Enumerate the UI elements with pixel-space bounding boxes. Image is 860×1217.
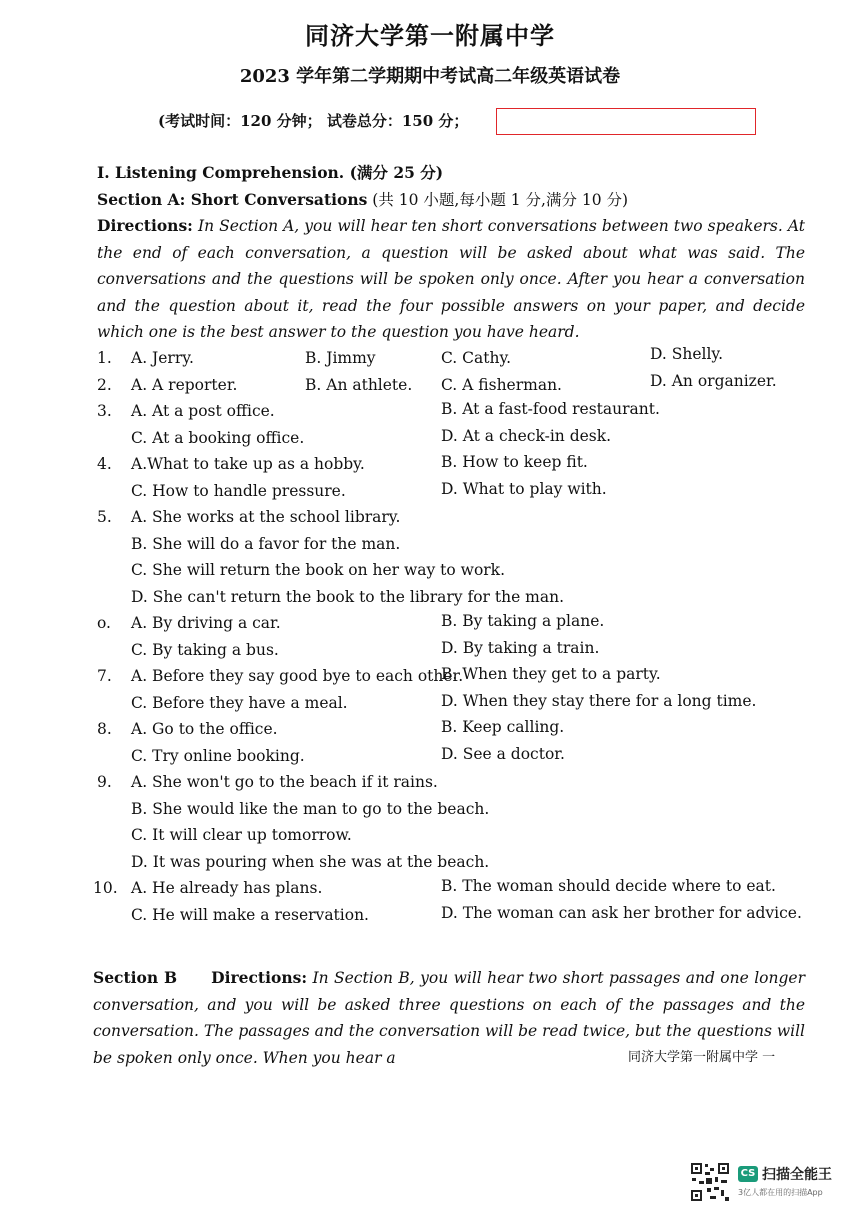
exam-info: (考试时间：120 分钟； 试卷总分：150 分；: [158, 112, 469, 130]
option-a: A. Before they say good bye to each other.: [131, 667, 464, 685]
option-a: A. Go to the office.: [131, 720, 278, 738]
sectionB-directions-label: Directions:: [211, 968, 308, 987]
question-number: 3.: [97, 402, 112, 420]
scanner-tagline: 3亿人都在用的扫描App: [738, 1188, 823, 1197]
option-d: D. By taking a train.: [441, 638, 600, 657]
option-a: A. By driving a car.: [131, 614, 281, 632]
directions-label: Directions:: [97, 216, 193, 235]
scanner-brand: 扫描全能王: [762, 1167, 832, 1183]
exam-title: 2023 学年第二学期期中考试高二年级英语试卷: [239, 66, 621, 87]
directions-text: In Section A, you will hear ten short conversations between two speakers. At the end of each conversation, a question will be asked about what was said. The conversations and the questions will be spoken only once. After you hear a conversation and the question about it, read the four possible answers on your paper, and decide which one is the best answer to the question you have heard.: [97, 217, 805, 341]
question-number: 10.: [93, 879, 118, 897]
option-d: D. She can't return the book to the library for the man.: [131, 587, 565, 606]
sectionA-directions: [97, 213, 805, 346]
scanner-badge: [690, 1160, 840, 1204]
option-c: C. Before they have a meal.: [131, 693, 348, 712]
option-d: D. An organizer.: [650, 371, 777, 390]
option-d: D. See a doctor.: [441, 744, 565, 763]
option-a: A. She works at the school library.: [131, 508, 401, 526]
sectionA-note: (共 10 小题,每小题 1 分,满分 10 分): [367, 190, 629, 209]
option-c: C. He will make a reservation.: [131, 905, 369, 924]
option-a: A. She won't go to the beach if it rains.: [131, 773, 438, 791]
option-b: B. She would like the man to go to the beach.: [131, 799, 490, 818]
question-number: 8.: [97, 720, 112, 738]
sectionB-directions-text: In Section B, you will hear two short passages and one longer conversation, and you will be asked three questions on each of the passages and the conversation. The passages and the conversation will be read twice, but the questions will be spoken only once. When you hear a: [93, 969, 805, 1067]
option-d: D. Shelly.: [650, 345, 724, 363]
option-d: D. It was pouring when she was at the beach.: [131, 852, 490, 871]
qr-code-icon: [690, 1162, 730, 1202]
option-c: C. Try online booking.: [131, 746, 305, 765]
question-number: 2.: [97, 375, 112, 394]
option-a: A. He already has plans.: [131, 879, 323, 897]
question-number: 5.: [97, 508, 112, 526]
option-d: D. The woman can ask her brother for advice.: [441, 903, 802, 922]
option-a: A.What to take up as a hobby.: [131, 455, 365, 473]
question-number: o.: [97, 614, 111, 632]
option-b: B. By taking a plane.: [441, 612, 605, 630]
option-a: A. At a post office.: [131, 402, 275, 420]
option-b: B. She will do a favor for the man.: [131, 534, 401, 553]
option-c: C. At a booking office.: [131, 428, 305, 447]
part1-heading: I. Listening Comprehension. (满分 25 分): [97, 163, 444, 182]
page-footer: 同济大学第一附属中学 一: [628, 1050, 776, 1065]
part1-block: [97, 160, 805, 346]
sectionA-heading-line: [97, 187, 805, 214]
question-number: 1.: [97, 349, 112, 367]
option-d: D. When they stay there for a long time.: [441, 691, 757, 710]
option-c: C. By taking a bus.: [131, 640, 279, 659]
option-c: C. How to handle pressure.: [131, 481, 346, 500]
option-c: C. A fisherman.: [441, 375, 562, 394]
name-field-box: [496, 108, 756, 135]
question-number: 7.: [97, 667, 112, 685]
option-c: C. Cathy.: [441, 349, 512, 367]
school-title: 同济大学第一附属中学: [305, 21, 555, 50]
option-c: C. It will clear up tomorrow.: [131, 826, 352, 844]
option-b: B. The woman should decide where to eat.: [441, 877, 776, 895]
option-b: B. When they get to a party.: [441, 665, 661, 683]
option-b: B. An athlete.: [305, 375, 413, 394]
option-d: D. What to play with.: [441, 479, 607, 498]
cs-logo-icon: CS: [738, 1166, 758, 1182]
question-number: 4.: [97, 455, 112, 473]
option-d: D. At a check-in desk.: [441, 426, 612, 445]
sectionA-heading: Section A: Short Conversations: [97, 189, 368, 209]
option-c: C. She will return the book on her way to work.: [131, 561, 505, 579]
option-a: A. A reporter.: [131, 375, 238, 394]
option-b: B. How to keep fit.: [441, 453, 588, 471]
question-number: 9.: [97, 773, 112, 791]
option-b: B. Jimmy: [305, 349, 376, 367]
option-b: B. Keep calling.: [441, 718, 565, 736]
sectionB-heading: Section B: [93, 968, 178, 987]
option-b: B. At a fast-food restaurant.: [441, 400, 660, 418]
option-a: A. Jerry.: [131, 349, 194, 367]
